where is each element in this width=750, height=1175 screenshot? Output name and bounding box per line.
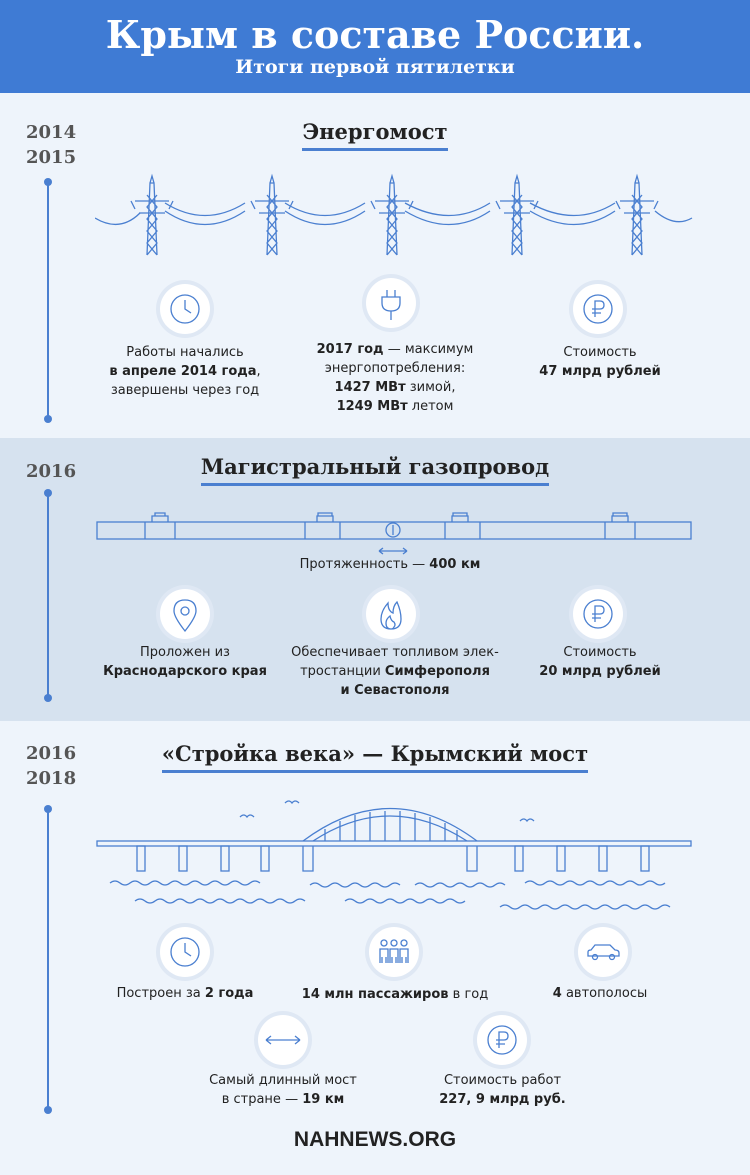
bridge-title: «Стройка века» — Крымский мост [0, 741, 750, 773]
timeline-line [47, 809, 49, 1109]
timeline-dot [44, 415, 52, 423]
energy-caption-start: Работы начались в апреле 2014 года, завершены через год [109, 345, 261, 398]
bridge-caption-lanes: 4 автополосы [552, 986, 648, 1001]
gas-caption-supply: Обеспечивает топливом элек- тростанции Симферополя и Севастополя [291, 645, 499, 698]
energy-caption-cost: Стоимость 47 млрд рублей [539, 345, 661, 379]
gas-title: Магистральный газопровод [0, 454, 750, 486]
gas-section [0, 438, 750, 721]
ruble-icon [573, 589, 623, 639]
plug-icon [366, 278, 416, 328]
ruble-icon [573, 284, 623, 334]
gas-length: Протяженность — 400 км [299, 557, 481, 572]
timeline-dot [44, 1106, 52, 1114]
bridge-caption-passengers: 14 млн пассажиров в год [301, 987, 489, 1002]
year-start: 2014 [26, 122, 77, 143]
year-end: 2015 [26, 147, 77, 168]
year-start: 2016 [26, 743, 77, 764]
gas-caption-origin: Проложен из Краснодарского края [103, 645, 267, 679]
pipeline-illustration [95, 508, 695, 558]
header [0, 0, 750, 93]
power-lines-illustration [95, 173, 695, 263]
clock-icon [160, 927, 210, 977]
clock-icon [160, 284, 210, 334]
bridge-caption-length: Самый длинный мост в стране — 19 км [209, 1073, 357, 1107]
page-title: Крым в составе России. [105, 12, 645, 57]
energy-title: Энергомост [0, 119, 750, 151]
timeline-line [47, 493, 49, 698]
car-icon [578, 927, 628, 977]
double-arrow-icon [258, 1015, 308, 1065]
timeline-dot [44, 694, 52, 702]
people-icon [369, 927, 419, 977]
bridge-caption-duration: Построен за 2 года [116, 986, 254, 1001]
bridge-caption-cost: Стоимость работ 227, 9 млрд руб. [439, 1073, 566, 1107]
year-end: 2018 [26, 768, 77, 789]
location-pin-icon [160, 589, 210, 639]
bridge-illustration [95, 791, 695, 916]
energy-caption-consumption: 2017 год — максимум энергопотребления: 1427 МВт зимой, 1249 МВт летом [316, 342, 474, 414]
bridge-section [0, 721, 750, 1175]
gas-caption-cost: Стоимость 20 млрд рублей [539, 645, 661, 679]
energy-section [0, 93, 750, 438]
flame-icon [366, 589, 416, 639]
year: 2016 [26, 461, 77, 482]
site-footer: NAHNEWS.ORG [293, 1128, 457, 1151]
timeline-line [47, 182, 49, 418]
ruble-icon [477, 1015, 527, 1065]
page-subtitle: Итоги первой пятилетки [235, 56, 515, 78]
